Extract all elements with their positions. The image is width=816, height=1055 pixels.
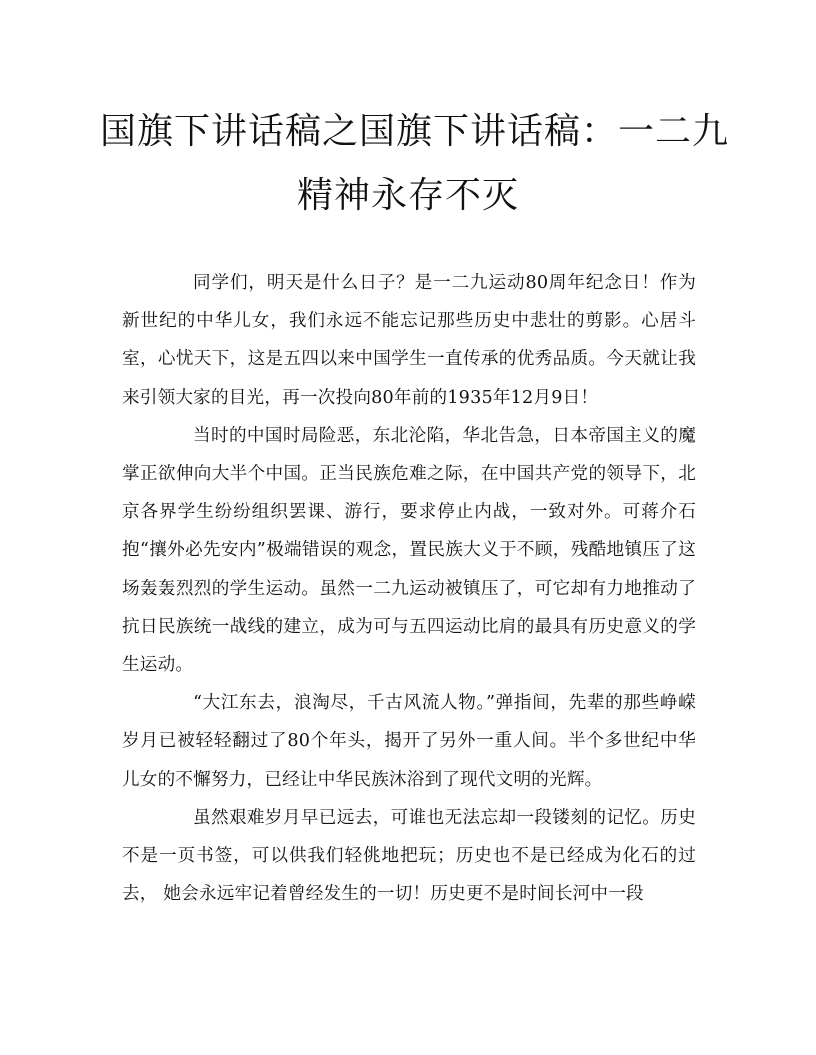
paragraph-4: 虽然艰难岁月早已远去，可谁也无法忘却一段镂刻的记忆。历史不是一页书签，可以供我们轻佻地把玩；历史也不是已经成为化石的过去， 她会永远牢记着曾经发生的一切！历史更不是时间长河中一段 — [122, 807, 696, 905]
title-line-1: 国旗下讲话稿之国旗下讲话稿：一二九 — [100, 111, 730, 152]
document-body — [122, 264, 696, 913]
paragraph-3: “大江东去，浪淘尽，千古风流人物。”弹指间，先辈的那些峥嵘岁月已被轻轻翻过了80个年头，揭开了另外一重人间。半个多世纪中华儿女的不懈努力，已经让中华民族沐浴到了现代文明的光辉。 — [122, 693, 696, 790]
paragraph-2: 当时的中国时局险恶，东北沦陷，华北告急，日本帝国主义的魔掌正欲伸向大半个中国。正当民族危难之际，在中国共产党的领导下，北京各界学生纷纷组织罢课、游行，要求停止内战，一致对外。可蒋介石抱“攘外必先安内”极端错误的观念，置民族大义于不顾，残酷地镇压了这场轰轰烈烈的学生运动。虽然一二九运动被镇压了，可它却有力地推动了抗日民族统一战线的建立，成为可与五四运动比肩的最具有历史意义的学生运动。 — [122, 425, 696, 676]
title-line-2: 精神永存不灭 — [296, 175, 519, 216]
document-title — [100, 100, 730, 228]
paragraph-1: 同学们，明天是什么日子？是一二九运动80周年纪念日！作为新世纪的中华儿女，我们永远不能忘记那些历史中悲壮的剪影。心居斗室，心忧天下，这是五四以来中国学生一直传承的优秀品质。今天就让我来引领大家的目光，再一次投向80年前的1935年12月9日！ — [122, 273, 696, 408]
